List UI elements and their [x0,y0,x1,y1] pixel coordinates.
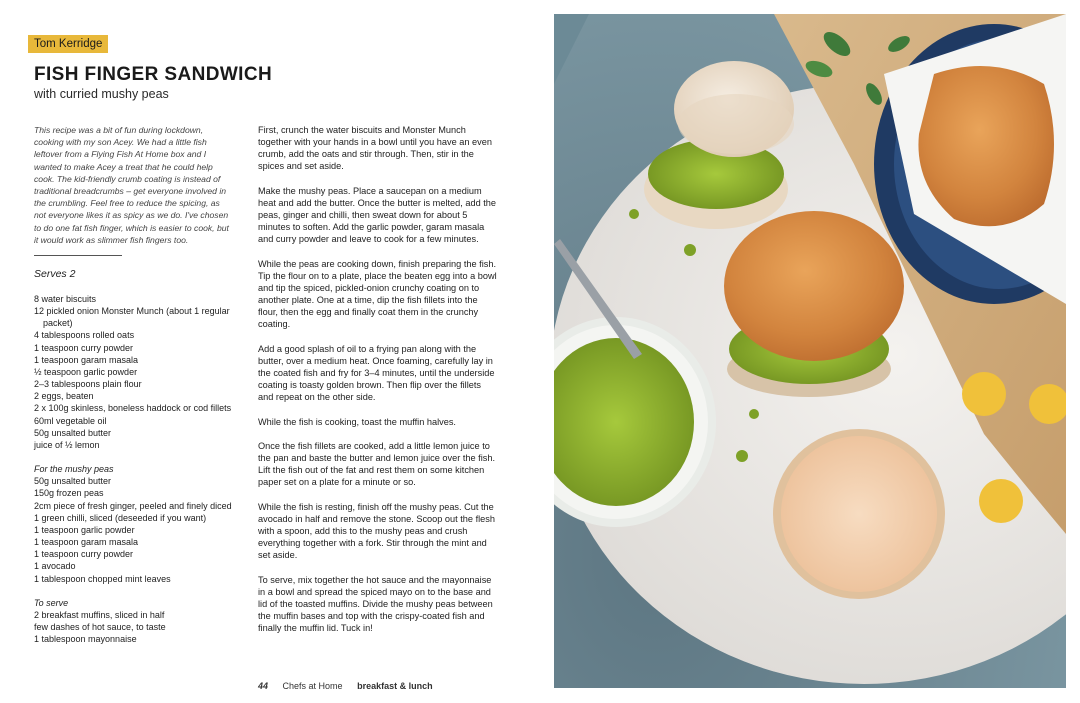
ingredient-item: 2 x 100g skinless, boneless haddock or cod fillets [34,403,232,414]
ingredient-item: 2–3 tablespoons plain flour [34,379,142,390]
ingredient-item: 1 teaspoon garam masala [34,537,139,548]
ingredient-item: 2 breakfast muffins, sliced in half [34,610,165,621]
method-step: While the fish is resting, finish off the mushy peas. Cut the avocado in half and remove the stone. Scoop out the flesh with a spoon, add this to the mushy peas and crush everything together with a fork. Stir through the mint and set aside. [258,501,495,561]
ingredient-item: 2cm piece of fresh ginger, peeled and finely diced [34,500,232,511]
ingredient-item: 4 tablespoons rolled oats [34,330,135,341]
ingredient-item: 50g unsalted butter [34,476,112,487]
method-section [258,124,498,647]
method-step: To serve, mix together the hot sauce and the mayonnaise in a bowl and spread the spiced mayo on to the base and lid of the toasted muffins. Divide the mushy peas between the muffin bases and top with the crispy-coated fish and finally the muffin lid. Tuck in! [258,574,493,634]
book-title: Chefs at Home [282,681,343,691]
method-step: While the fish is cooking, toast the muffin halves. [258,416,456,427]
recipe-title: FISH FINGER SANDWICH [34,64,273,85]
ingredient-item: 1 avocado [34,561,76,572]
author-tag: Tom Kerridge [28,35,108,53]
ingredient-item: 60ml vegetable oil [34,415,107,426]
mushy-peas-list [34,475,234,584]
ingredient-list [34,293,234,451]
ingredient-item: juice of ½ lemon [34,439,100,450]
food-photo [554,14,1066,688]
method-step: While the peas are cooking down, finish preparing the fish. Tip the flour on to a plate, place the beaten egg into a bowl and tip the spiced, pickled-onion crunchy coating on to another plate. One at a time, dip the fish fillets into the flour, then the egg and finally coat them in the crunchy coating. [258,258,497,330]
recipe-intro: This recipe was a bit of fun during lockdown, cooking with my son Acey. We had a little fish leftover from a Flying Fish At Home box and I wanted to make Acey a treat that he could help cook. The kid-friendly crumb coating is instead of traditional breadcrumbs – get everyone involved in the crumbling. Feel free to reduce the spicing, as not everyone likes it as spicy as we do. I've chosen to do one fat fish finger, which is easier to cook, but it would work as slimmer fish fingers too. [34,125,229,245]
ingredient-item: 1 teaspoon curry powder [34,549,134,560]
mushy-peas-heading: For the mushy peas [34,464,114,475]
ingredient-item: 50g unsalted butter [34,427,112,438]
method-step: First, crunch the water biscuits and Monster Munch together with your hands in a bowl until you have an even crumb, add the oats and stir through. Then, stir in the spices and set aside. [258,125,492,172]
food-photo-illustration [554,14,1066,688]
method-step: Add a good splash of oil to a frying pan along with the butter, over a medium heat. Once foaming, carefully lay in the coated fish and fry for 3–4 minutes, until the underside coating is toasty golden brown. Then flip over the fillets and repeat on the other side. [258,343,495,403]
method-step: Once the fish fillets are cooked, add a little lemon juice to the pan and baste the butter and lemon juice over the fish. Lift the fish out of the fat and rest them on some kitchen paper set on a plate for a minute or so. [258,440,495,488]
to-serve-heading: To serve [34,597,69,608]
ingredient-item: 1 tablespoon mayonnaise [34,634,137,645]
ingredient-item: ½ teaspoon garlic powder [34,366,138,377]
main-ingredients [34,293,234,451]
page-footer [258,681,433,691]
mushy-peas-ingredients [34,463,234,585]
ingredient-item: 1 teaspoon garlic powder [34,524,135,535]
ingredient-item: 1 teaspoon garam masala [34,354,139,365]
ingredient-item: 8 water biscuits [34,294,97,304]
ingredient-item: 1 tablespoon chopped mint leaves [34,573,171,584]
ingredient-item: 150g frozen peas [34,488,104,499]
ingredient-item: 1 green chilli, sliced (deseeded if you want) [34,512,207,523]
to-serve-list [34,609,234,645]
to-serve-ingredients [34,597,234,646]
ingredient-item: 2 eggs, beaten [34,391,94,402]
ingredient-item: 1 teaspoon curry powder [34,342,134,353]
recipe-subtitle: with curried mushy peas [34,87,169,101]
section-name: breakfast & lunch [357,681,433,691]
serves-label: Serves 2 [34,268,76,280]
ingredients-section [34,293,234,646]
ingredient-item: few dashes of hot sauce, to taste [34,622,166,633]
page-number: 44 [258,681,269,691]
method-step: Make the mushy peas. Place a saucepan on a medium heat and add the butter. Once the butter is melted, add the peas, ginger and chilli, then sweat down for about 5 minutes to soften. Add the garlic powder, garam masala and curry powder and leave to cook for a few minutes. [258,185,497,245]
serves-divider [34,255,122,256]
ingredient-item: 12 pickled onion Monster Munch (about 1 regular packet) [34,306,230,329]
